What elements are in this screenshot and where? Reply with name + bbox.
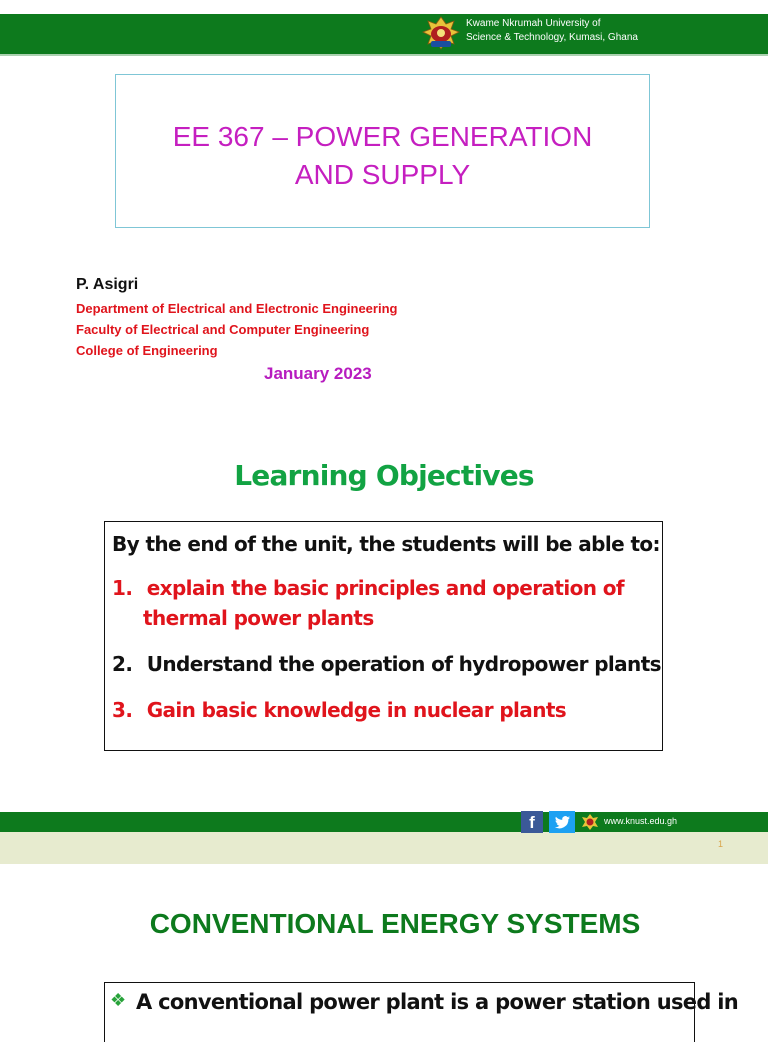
next-slide-title: CONVENTIONAL ENERGY SYSTEMS bbox=[149, 908, 641, 939]
university-name bbox=[466, 17, 766, 45]
objective-3-number: 3. bbox=[112, 698, 133, 722]
page-number: 1 bbox=[718, 839, 724, 849]
diamond-bullet-icon: ❖ bbox=[110, 990, 127, 1010]
university-line2: Science & Technology, Kumasi, Ghana bbox=[466, 32, 638, 43]
university-crest-icon bbox=[420, 15, 462, 53]
twitter-icon[interactable] bbox=[549, 811, 575, 833]
faculty-text: Faculty of Electrical and Computer Engineering bbox=[76, 322, 370, 337]
university-line1: Kwame Nkrumah University of bbox=[466, 18, 601, 29]
objective-1 bbox=[112, 573, 624, 603]
objective-2-text: Understand the operation of hydropower plants bbox=[146, 652, 661, 676]
objective-3 bbox=[112, 695, 566, 725]
objective-1-text: explain the basic principles and operation of bbox=[146, 576, 624, 600]
objective-1-number: 1. bbox=[112, 576, 133, 600]
date-text: January 2023 bbox=[264, 364, 372, 383]
course-title-line1: EE 367 – POWER GENERATION bbox=[172, 121, 593, 152]
objective-3-text: Gain basic knowledge in nuclear plants bbox=[146, 698, 567, 722]
footer-shade bbox=[0, 832, 768, 864]
college-text: College of Engineering bbox=[76, 343, 218, 358]
learning-objectives-heading: Learning Objectives bbox=[234, 459, 534, 492]
author-name: P. Asigri bbox=[76, 276, 139, 293]
objective-2-number: 2. bbox=[112, 652, 133, 676]
facebook-icon[interactable]: f bbox=[521, 811, 543, 833]
objective-2 bbox=[112, 649, 661, 679]
website-link[interactable]: www.knust.edu.gh bbox=[604, 816, 678, 826]
header-stripe bbox=[0, 54, 768, 56]
objective-1-continued: thermal power plants bbox=[143, 606, 374, 630]
course-title-line2: AND SUPPLY bbox=[294, 159, 471, 190]
next-slide-bullet-text: A conventional power plant is a power station used in bbox=[136, 990, 739, 1014]
course-title bbox=[115, 118, 650, 194]
objectives-intro: By the end of the unit, the students will be able to: bbox=[112, 532, 660, 556]
small-crest-icon bbox=[580, 813, 600, 831]
department-text: Department of Electrical and Electronic Engineering bbox=[76, 301, 398, 316]
